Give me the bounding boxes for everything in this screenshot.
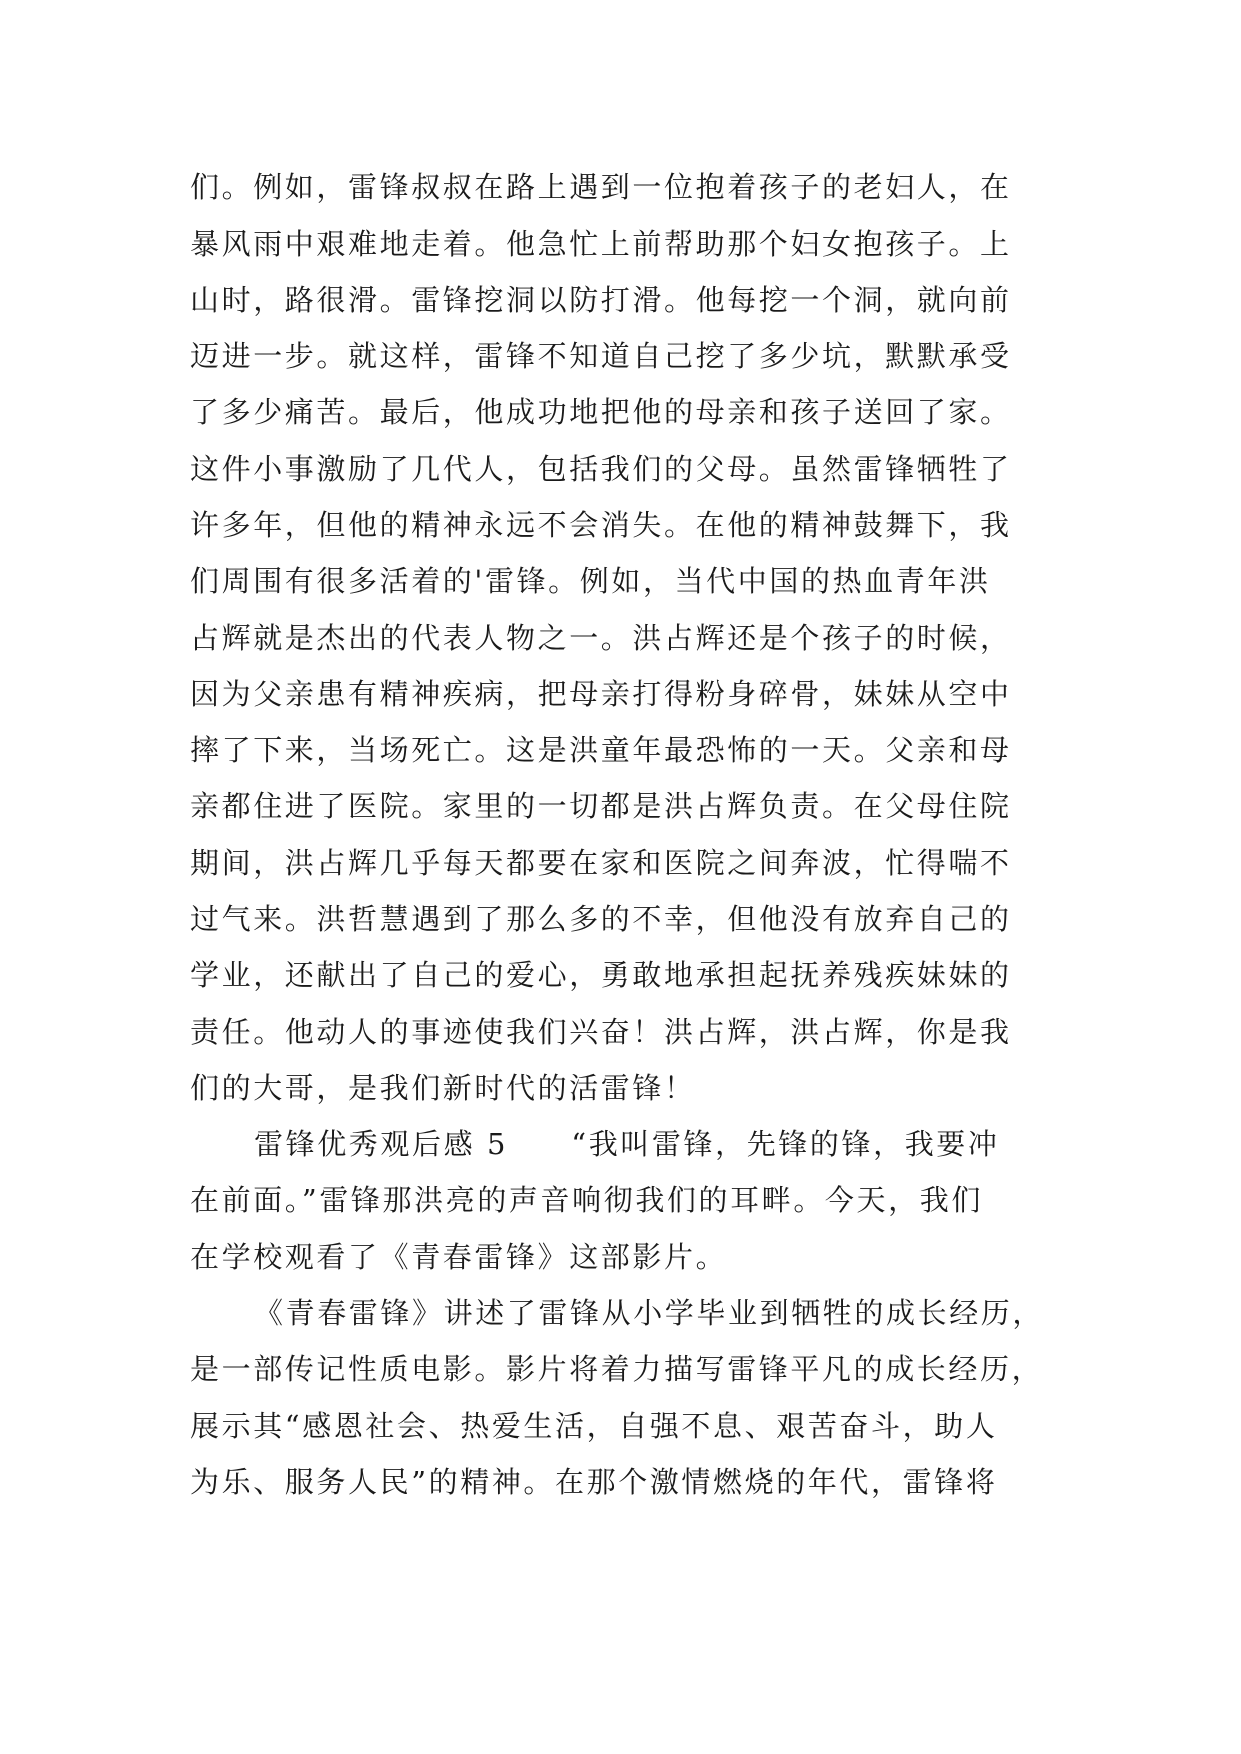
- text-line: 亲都住进了医院。家里的一切都是洪占辉负责。在父母住院: [190, 789, 1012, 823]
- text-line: 们周围有很多活着的'雷锋。例如，当代中国的热血青年洪: [190, 564, 991, 598]
- text-line: 展示其“感恩社会、热爱生活，自强不息、艰苦奋斗，助人: [190, 1409, 998, 1443]
- text-line: 学业，还献出了自己的爱心，勇敢地承担起抚养残疾妹妹的: [190, 958, 1012, 992]
- paragraph-first-line: 《青春雷锋》讲述了雷锋从小学毕业到牺牲的成长经历，: [254, 1296, 1045, 1330]
- text-line: 过气来。洪哲慧遇到了那么多的不幸，但他没有放弃自己的: [190, 902, 1012, 936]
- text-line: 责任。他动人的事迹使我们兴奋！洪占辉，洪占辉，你是我: [190, 1015, 1012, 1049]
- text-line: 们的大哥，是我们新时代的活雷锋！: [190, 1071, 696, 1105]
- text-line: 山时，路很滑。雷锋挖洞以防打滑。他每挖一个洞，就向前: [190, 283, 1012, 317]
- text-line: 是一部传记性质电影。影片将着力描写雷锋平凡的成长经历，: [190, 1352, 1044, 1386]
- text-line: 这件小事激励了几代人，包括我们的父母。虽然雷锋牺牲了: [190, 452, 1012, 486]
- text-line: 暴风雨中艰难地走着。他急忙上前帮助那个妇女抱孩子。上: [190, 227, 1012, 261]
- text-line: 了多少痛苦。最后，他成功地把他的母亲和孩子送回了家。: [190, 395, 1012, 429]
- section-heading-line: 雷锋优秀观后感 5 “我叫雷锋，先锋的锋，我要冲: [254, 1127, 1000, 1161]
- text-line: 迈进一步。就这样，雷锋不知道自己挖了多少坑，默默承受: [190, 339, 1012, 373]
- text-line: 在学校观看了《青春雷锋》这部影片。: [190, 1240, 728, 1274]
- text-line: 许多年，但他的精神永远不会消失。在他的精神鼓舞下，我: [190, 508, 1012, 542]
- text-line: 为乐、服务人民”的精神。在那个激情燃烧的年代，雷锋将: [190, 1465, 998, 1499]
- text-line: 占辉就是杰出的代表人物之一。洪占辉还是个孩子的时候，: [190, 621, 1012, 655]
- text-line: 期间，洪占辉几乎每天都要在家和医院之间奔波，忙得喘不: [190, 846, 1012, 880]
- text-line: 们。例如，雷锋叔叔在路上遇到一位抱着孩子的老妇人，在: [190, 170, 1012, 204]
- text-line: 在前面。”雷锋那洪亮的声音响彻我们的耳畔。今天，我们: [190, 1183, 983, 1217]
- text-line: 摔了下来，当场死亡。这是洪童年最恐怖的一天。父亲和母: [190, 733, 1012, 767]
- text-line: 因为父亲患有精神疾病，把母亲打得粉身碎骨，妹妹从空中: [190, 677, 1012, 711]
